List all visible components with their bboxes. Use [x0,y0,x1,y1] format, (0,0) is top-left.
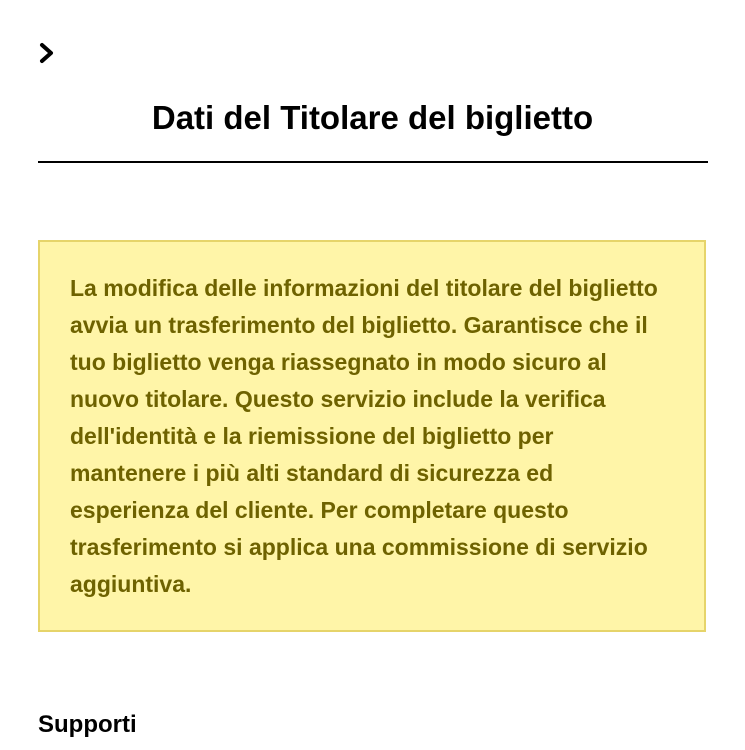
back-button[interactable] [34,38,60,68]
title-divider [38,161,708,163]
page-title: Dati del Titolare del biglietto [151,99,594,136]
transfer-notice-text: La modifica delle informazioni del titolare del biglietto avvia un trasferimento del biglietto. Garantisce che il tuo biglietto venga riassegnato in modo sicuro al nuovo titolare. Questo servizio include la verifica dell'identità e la riemissione del biglietto per mantenere i più alti standard di sicurezza ed esperienza del cliente. Per completare questo trasferimento si applica una commissione di servizio aggiuntiva. [70,275,658,597]
chevron-right-icon [39,42,55,64]
section-heading-supporti: Supporti [38,711,137,738]
transfer-notice-box [38,240,706,632]
